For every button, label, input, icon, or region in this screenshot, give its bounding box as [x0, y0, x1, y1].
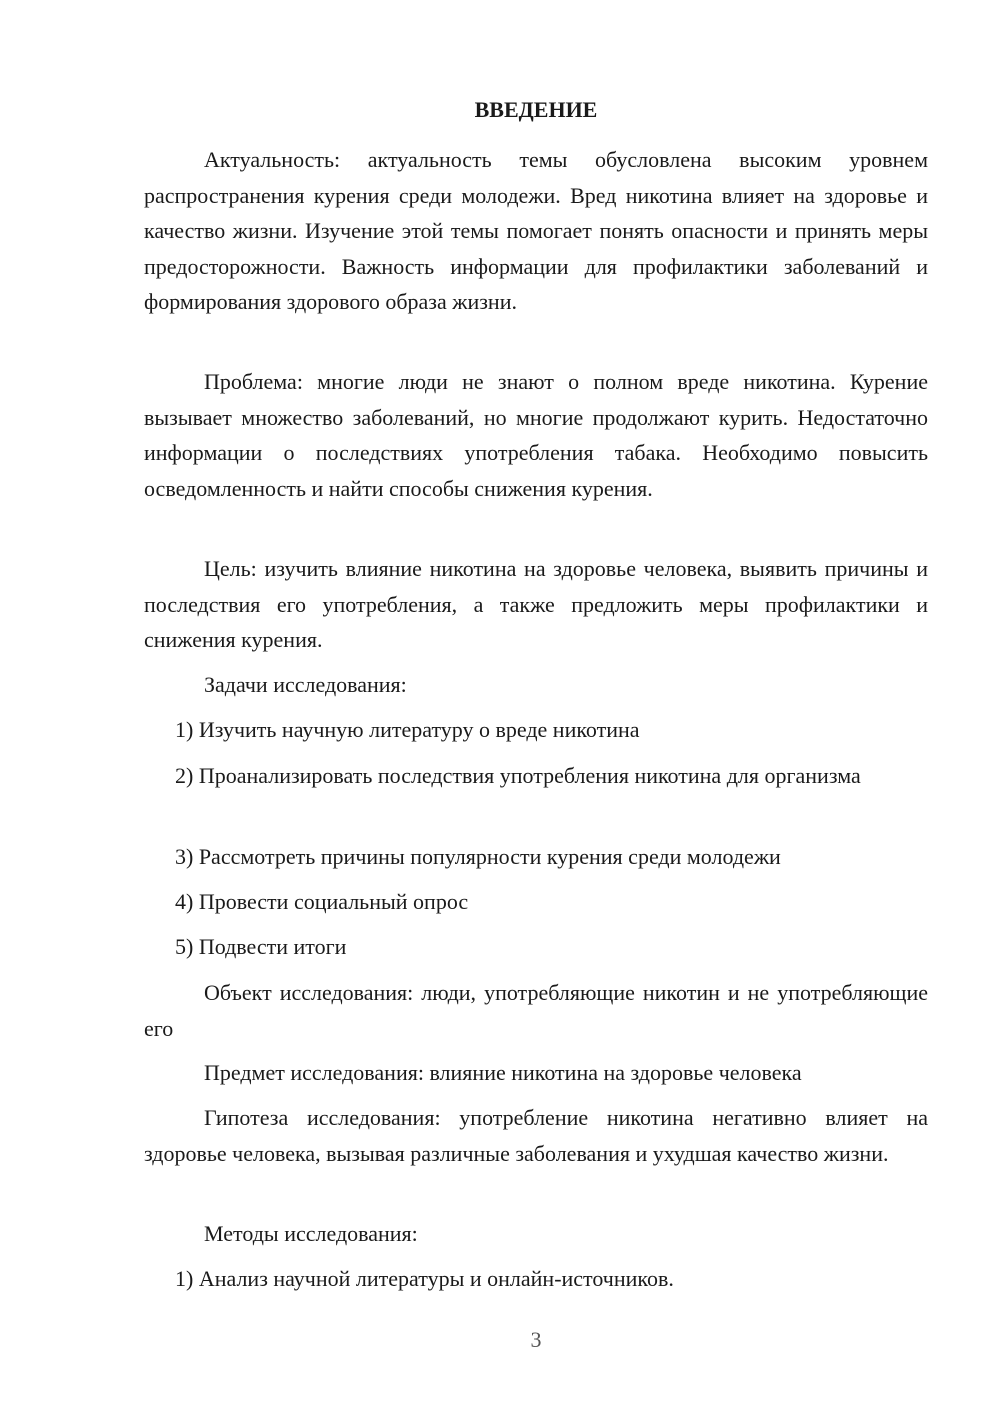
task-item-5: 5) Подвести итоги	[175, 934, 347, 959]
task-item-1: 1) Изучить научную литературу о вреде никотина	[175, 717, 640, 742]
task-item-3: 3) Рассмотреть причины популярности курения среди молодежи	[175, 844, 781, 869]
page-title: ВВЕДЕНИЕ	[474, 97, 598, 122]
page-number: 3	[530, 1327, 542, 1352]
object-paragraph: Объект исследования: люди, употребляющие никотин и не употребляющие его	[144, 980, 928, 1041]
hypothesis-paragraph: Гипотеза исследования: употребление никотина негативно влияет на здоровье человека, вызывая различные заболевания и ухудшая качество жизни.	[144, 1105, 928, 1166]
relevance-paragraph: Актуальность: актуальность темы обусловлена высоким уровнем распространения курения среди молодежи. Вред никотина влияет на здоровье и качество жизни. Изучение этой темы помогает понять опасности и принять меры предосторожности. Важность информации для профилактики заболеваний и формирования здорового образа жизни.	[144, 147, 928, 314]
subject-paragraph: Предмет исследования: влияние никотина на здоровье человека	[204, 1060, 802, 1085]
tasks-heading: Задачи исследования:	[204, 672, 407, 697]
method-item-1: 1) Анализ научной литературы и онлайн-источников.	[175, 1266, 674, 1291]
problem-paragraph: Проблема: многие люди не знают о полном вреде никотина. Курение вызывает множество заболеваний, но многие продолжают курить. Недостаточно информации о последствиях употребления табака. Необходимо повысить осведомленность и найти способы снижения курения.	[144, 369, 928, 501]
goal-paragraph: Цель: изучить влияние никотина на здоровье человека, выявить причины и последствия его употребления, а также предложить меры профилактики и снижения курения.	[144, 556, 928, 652]
methods-heading: Методы исследования:	[204, 1221, 418, 1246]
task-item-4: 4) Провести социальный опрос	[175, 889, 469, 914]
task-item-2: 2) Проанализировать последствия употребления никотина для организма	[175, 763, 861, 788]
